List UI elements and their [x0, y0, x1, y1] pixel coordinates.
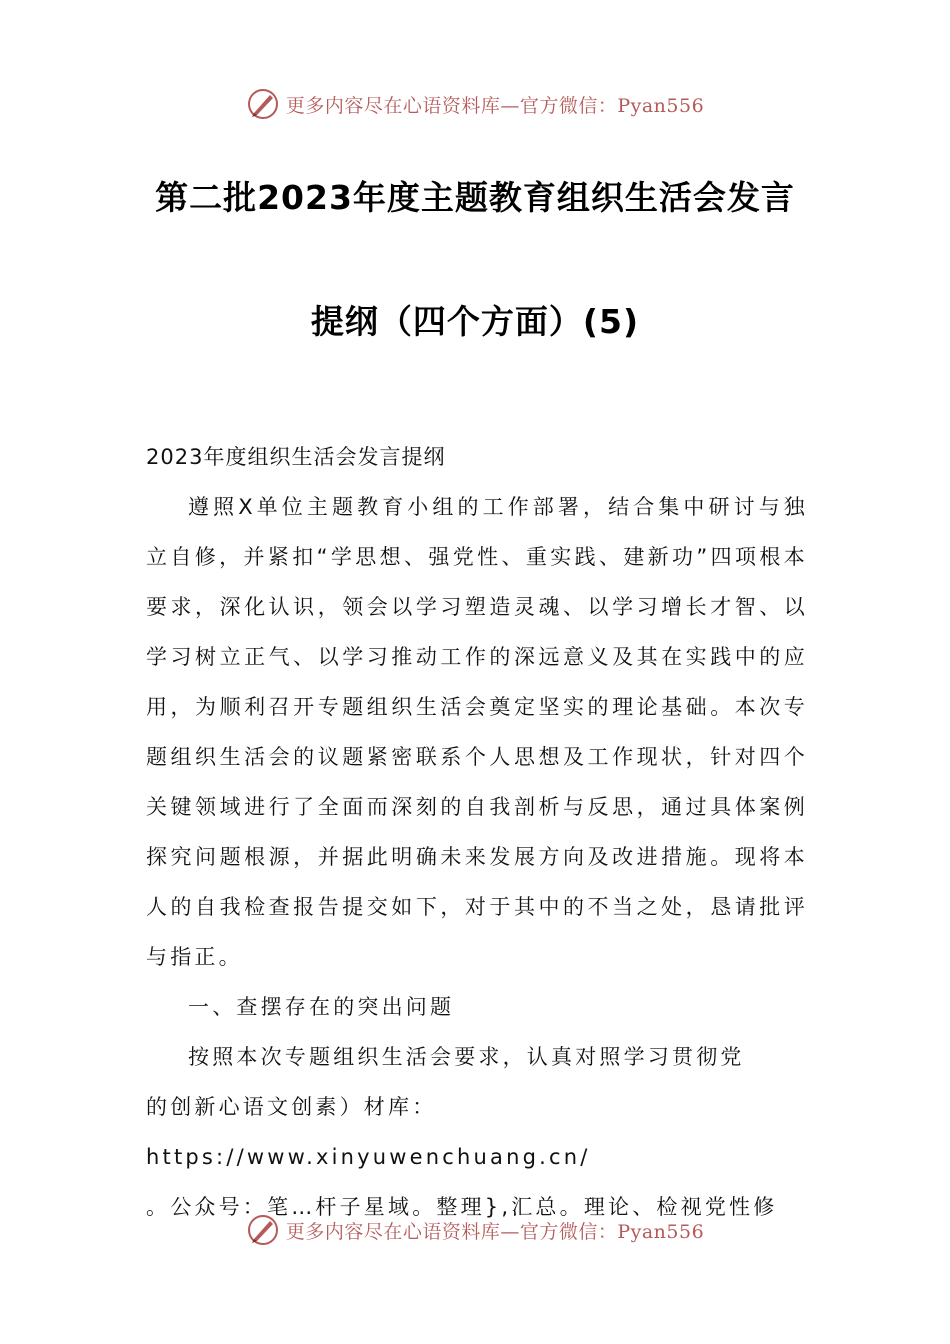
pen-logo-icon: [246, 87, 280, 121]
intro-paragraph: 遵照X单位主题教育小组的工作部署，结合集中研讨与独立自修，并紧扣“学思想、强党性、重实践、建新功”四项根本要求，深化认识，领会以学习塑造灵魂、以学习增长才智、以学习树立正气、以学习推动工作的深远意义及其在实践中的应用，为顺利召开专题组织生活会奠定坚实的理论基础。本次专题组织生活会的议题紧密联系个人思想及工作现状，针对四个关键领域进行了全面而深刻的自我剖析与反思，通过具体案例探究问题根源，并据此明确未来发展方向及改进措施。现将本人的自我检查报告提交如下，对于其中的不当之处，恳请批评与指正。: [146, 495, 808, 969]
section-paragraph-line: 按照本次专题组织生活会要求，认真对照学习贯彻党: [188, 1045, 745, 1069]
section-paragraph-line: 的创新心语文创素）材库：https://www.xinyuwenchuang.cn/: [146, 1095, 591, 1169]
watermark-header: [0, 84, 950, 124]
watermark-footer: [0, 1210, 950, 1250]
document-title-line2: 提纲（四个方面）(5): [310, 302, 640, 341]
section-paragraph-line: 。公众号：笔…杆子星域。整理},汇总。理论、检视党性修: [146, 1195, 778, 1219]
pen-logo-icon: [246, 1213, 280, 1247]
document-subtitle: 2023年度组织生活会发言提纲: [146, 445, 446, 469]
document-title-line1: 第二批2023年度主题教育组织生活会发言: [155, 178, 795, 217]
section-heading: 一、查摆存在的突出问题: [188, 995, 455, 1019]
watermark-text: 更多内容尽在心语资料库—官方微信：Pyan556: [285, 94, 705, 117]
watermark-text: 更多内容尽在心语资料库—官方微信：Pyan556: [285, 1220, 705, 1243]
document-body: [146, 432, 808, 1232]
